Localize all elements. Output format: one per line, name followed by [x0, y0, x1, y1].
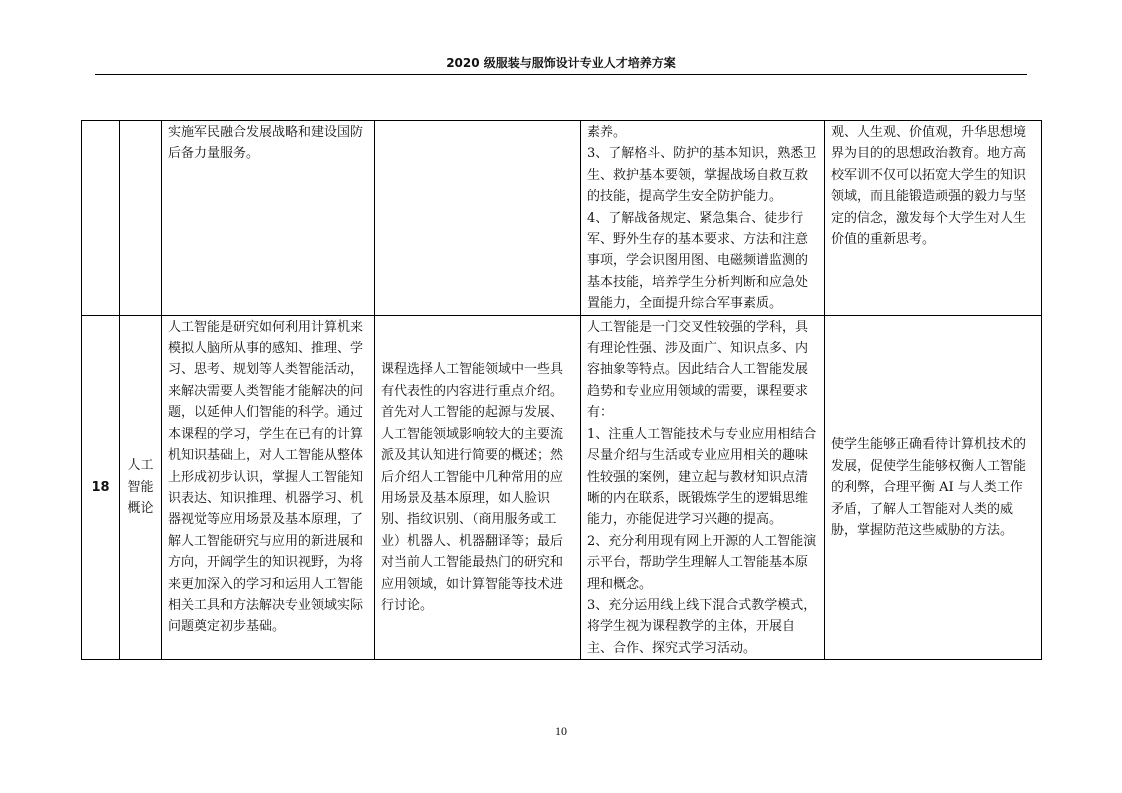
course-number-cell	[82, 121, 120, 316]
requirement-text: 1、注重人工智能技术与专业应用相结合尽量介绍与生活或专业应用相关的趣味性较强的案例，建立起与教材知识点清晰的内在联系，既锻炼学生的逻辑思维能力，亦能促进学习兴趣的提高。	[587, 426, 817, 528]
objective-text: 实施军民融合发展战略和建设国防后备力量服务。	[168, 125, 364, 162]
requirement-text: 3、了解格斗、防护的基本知识，熟悉卫生、救护基本要领，掌握战场自救互救的技能，提高学生安全防护能力。	[587, 146, 817, 205]
ideology-text: 观、人生观、价值观，升华思想境界为目的的思想政治教育。地方高校军训不仅可以拓宽大学生的知识领域，而且能锻造顽强的毅力与坚定的信念，激发每个大学生对人生价值的重新思考。	[831, 125, 1027, 248]
page-number: 10	[555, 724, 567, 738]
requirement-text: 素养。	[587, 125, 627, 140]
content-cell	[375, 121, 581, 316]
requirements-cell	[581, 315, 825, 660]
ideology-cell	[825, 315, 1042, 660]
requirement-text: 3、充分运用线上线下混合式教学模式，将学生视为课程教学的主体，开展自主、合作、探究式学习活动。	[587, 597, 817, 656]
table-row	[82, 121, 1042, 316]
content-cell	[375, 315, 581, 660]
objective-cell	[162, 315, 375, 660]
requirement-text: 2、充分利用现有网上开源的人工智能演示平台，帮助学生理解人工智能基本原理和概念。	[587, 533, 817, 592]
requirements-cell	[581, 121, 825, 316]
objective-text: 人工智能是研究如何利用计算机来模拟人脑所从事的感知、推理、学习、思考、规划等人类智能活动，来解决需要人类智能才能解决的问题，以延伸人们智能的科学。通过本课程的学习，学生在已有的计算机知识基础上，对人工智能从整体上形成初步认识，掌握人工智能知识表达、知识推理、机器学习、机器视觉等应用场景及基本原理，了解人工智能研究与应用的新进展和方向，开阔学生的知识视野，为将来更加深入的学习和运用人工智能相关工具和方法解决专业领域实际问题奠定初步基础。	[168, 319, 364, 635]
course-table	[81, 120, 1042, 660]
content-text: 课程选择人工智能领域中一些具有代表性的内容进行重点介绍。首先对人工智能的起源与发展、人工智能领域影响较大的主要流派及其认知进行简要的概述；然后介绍人工智能中几种常用的应用场景及基本原理，如人脸识别、指纹识别、（商用服务或工业）机器人、机器翻译等；最后对当前人工智能最热门的研究和应用领域，如计算智能等技术进行讨论。	[381, 362, 564, 613]
header-divider	[95, 74, 1027, 75]
table-row	[82, 315, 1042, 660]
ideology-cell	[825, 121, 1042, 316]
requirement-text: 4、了解战备规定、紧急集合、徒步行军、野外生存的基本要求、方法和注意事项，学会识图用图、电磁频谱监测的基本技能，培养学生分析判断和应急处置能力，全面提升综合军事素质。	[587, 210, 809, 312]
course-number-cell: 18	[82, 315, 120, 660]
course-name-cell	[120, 121, 162, 316]
objective-cell	[162, 121, 375, 316]
ideology-text: 使学生能够正确看待计算机技术的发展，促使学生能够权衡人工智能的利弊，合理平衡 AI 与人类工作矛盾，了解人工智能对人类的威胁，掌握防范这些威胁的方法。	[831, 437, 1027, 539]
course-name-cell: 人工智能概论	[120, 315, 162, 660]
page-header-title: 2020 级服装与服饰设计专业人才培养方案	[446, 56, 676, 70]
requirement-text: 人工智能是一门交叉性较强的学科，具有理论性强、涉及面广、知识点多、内容抽象等特点。因此结合人工智能发展趋势和专业应用领域的需要，课程要求有：	[587, 319, 809, 421]
